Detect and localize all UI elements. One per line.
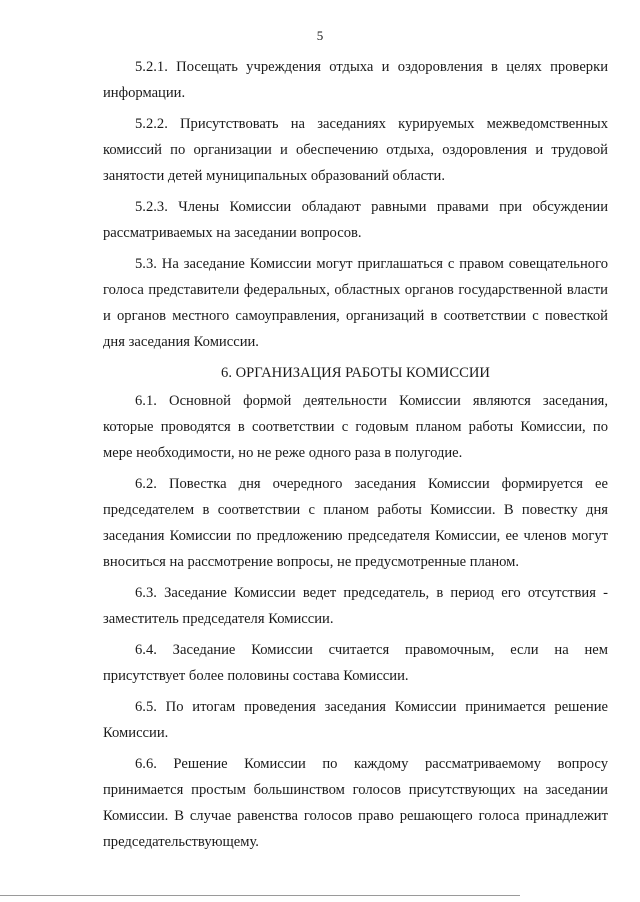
paragraph-6-6: 6.6. Решение Комиссии по каждому рассматриваемому вопросу принимается простым большинством голосов присутствующих на заседании Комиссии. В случае равенства голосов право решающего голоса принадлежит председательствующему. bbox=[103, 756, 608, 850]
paragraph-5-2-3: 5.2.3. Члены Комиссии обладают равными правами при обсуждении рассматриваемых на заседании вопросов. bbox=[103, 199, 608, 241]
paragraph-6-5: 6.5. По итогам проведения заседания Комиссии принимается решение Комиссии. bbox=[103, 699, 608, 741]
paragraph-6-4: 6.4. Заседание Комиссии считается правомочным, если на нем присутствует более половины состава Комиссии. bbox=[103, 642, 608, 684]
section-heading: 6. ОРГАНИЗАЦИЯ РАБОТЫ КОМИССИИ bbox=[221, 365, 490, 381]
paragraph-5-2-1: 5.2.1. Посещать учреждения отдыха и оздоровления в целях проверки информации. bbox=[103, 59, 608, 101]
paragraph-6-3: 6.3. Заседание Комиссии ведет председатель, в период его отсутствия - заместитель председателя Комиссии. bbox=[103, 585, 608, 627]
document-body bbox=[103, 54, 608, 860]
paragraph-5-3: 5.3. На заседание Комиссии могут приглашаться с правом совещательного голоса представители федеральных, областных органов государственной власти и органов местного самоуправления, организаций в соответствии с повесткой дня заседания Комиссии. bbox=[103, 256, 608, 350]
bottom-divider bbox=[0, 895, 520, 896]
paragraph-6-1: 6.1. Основной формой деятельности Комиссии являются заседания, которые проводятся в соответствии с годовым планом работы Комиссии, по мере необходимости, но не реже одного раза в полугодие. bbox=[103, 393, 608, 461]
paragraph-6-2: 6.2. Повестка дня очередного заседания Комиссии формируется ее председателем в соответствии с планом работы Комиссии. В повестку дня заседания Комиссии по предложению председателя Комиссии, ее членов могут вноситься на рассмотрение вопросы, не предусмотренные планом. bbox=[103, 476, 608, 570]
paragraph-5-2-2: 5.2.2. Присутствовать на заседаниях курируемых межведомственных комиссий по организации и обеспечению отдыха, оздоровления и трудовой занятости детей муниципальных образований области. bbox=[103, 116, 608, 184]
page-number: 5 bbox=[316, 28, 324, 43]
